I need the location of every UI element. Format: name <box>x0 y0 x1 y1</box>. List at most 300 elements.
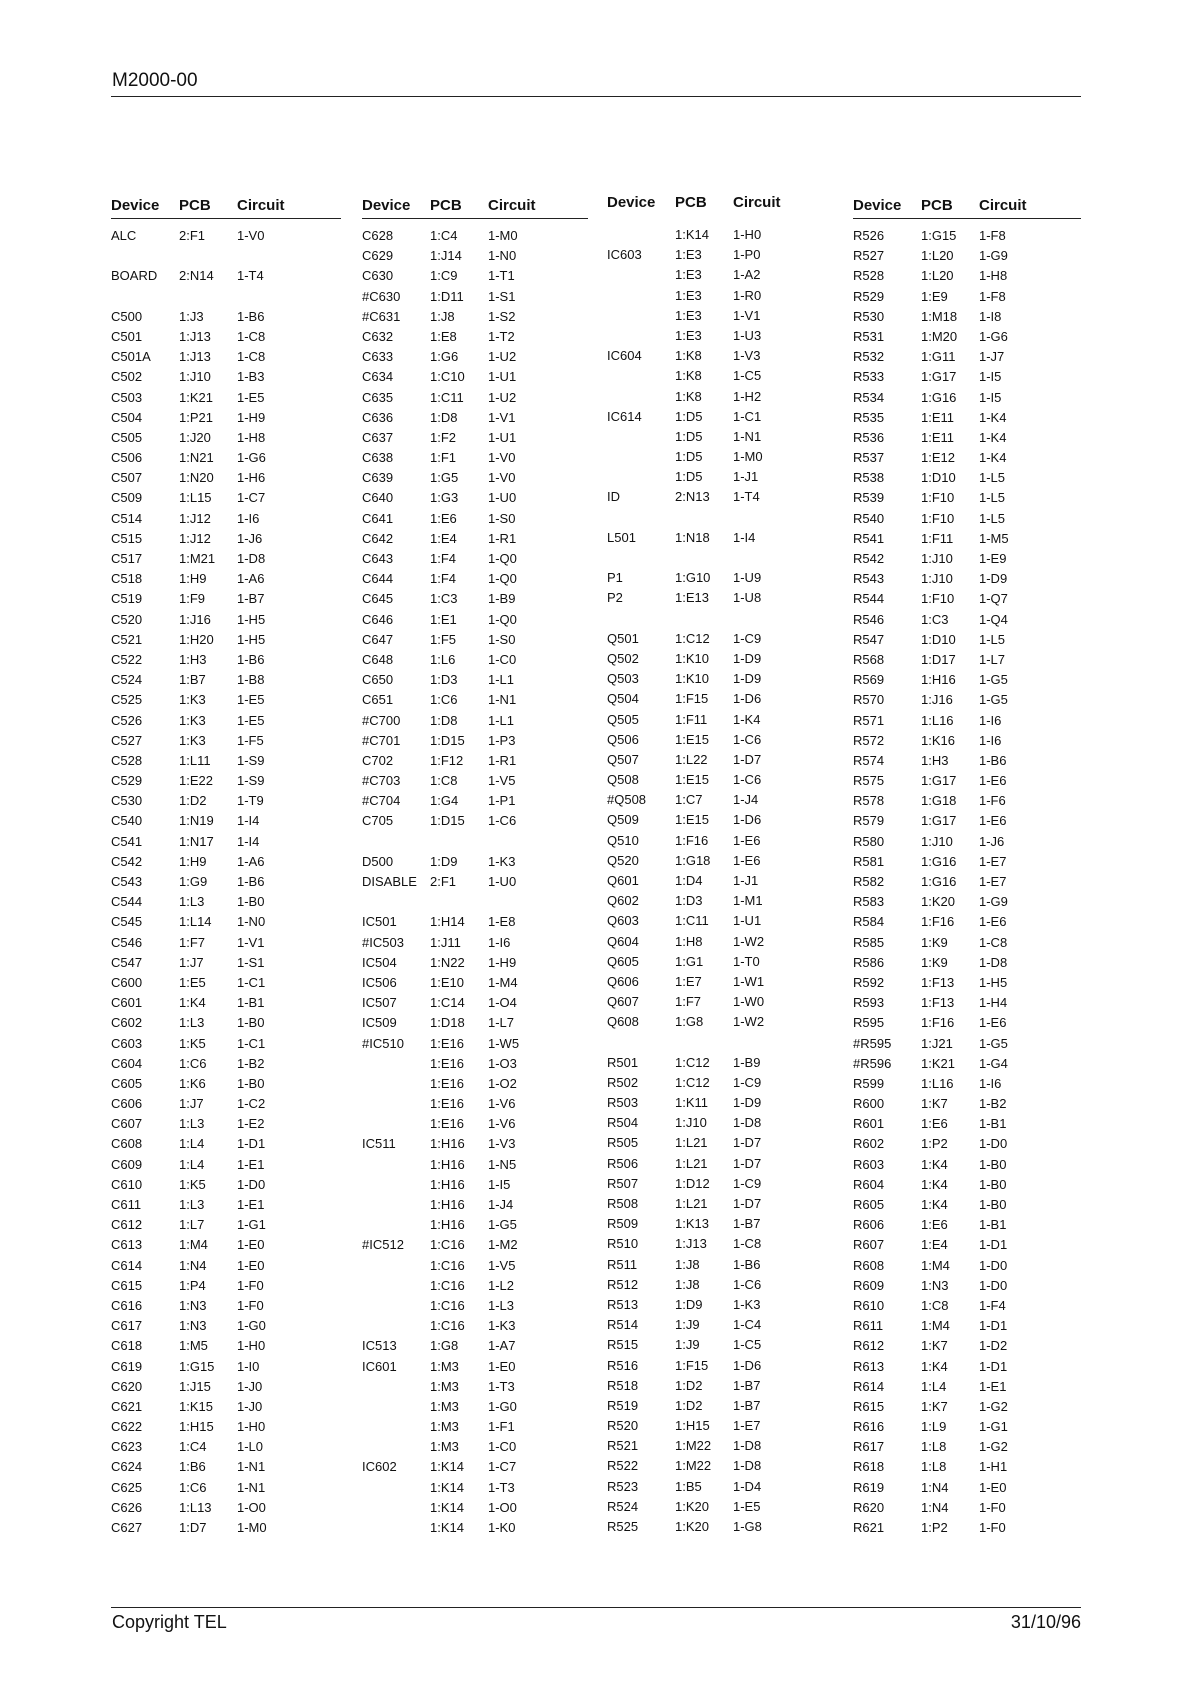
device-heading: Device <box>362 197 411 214</box>
table-row <box>111 832 341 852</box>
table-row <box>362 1235 588 1255</box>
device-cell: C650 <box>362 672 394 688</box>
pcb-cell: 1:C10 <box>430 369 465 385</box>
circuit-cell: 1-I4 <box>237 833 260 849</box>
column-rows <box>853 226 1081 1538</box>
table-row <box>607 831 832 851</box>
pcb-cell: 1:E8 <box>430 328 457 344</box>
table-row <box>853 751 1081 771</box>
table-row <box>362 650 588 670</box>
circuit-cell: 1-C8 <box>979 934 1008 950</box>
table-row <box>853 852 1081 872</box>
table-row <box>853 771 1081 791</box>
device-cell: R578 <box>853 793 885 809</box>
pcb-cell: 1:M21 <box>179 551 216 566</box>
circuit-cell: 1-G4 <box>979 1055 1008 1071</box>
circuit-cell: 1-S0 <box>488 510 516 526</box>
pcb-cell: 1:E1 <box>430 611 457 627</box>
device-cell: R569 <box>853 672 885 688</box>
table-row <box>362 529 588 549</box>
device-cell: C514 <box>111 510 143 526</box>
circuit-cell: 1-C1 <box>733 408 762 424</box>
circuit-cell: 1-K4 <box>979 409 1007 425</box>
table-row <box>607 1174 832 1194</box>
pcb-cell: 1:F1 <box>430 450 457 466</box>
device-cell: C629 <box>362 248 394 264</box>
table-row <box>607 1295 832 1315</box>
device-cell: Q603 <box>607 913 639 929</box>
circuit-cell: 1-D2 <box>979 1338 1008 1354</box>
device-cell: Q602 <box>607 893 639 909</box>
circuit-cell: 1-F5 <box>237 732 264 748</box>
table-row <box>111 1054 341 1074</box>
circuit-cell: 1-K4 <box>979 450 1007 466</box>
device-cell: C643 <box>362 551 394 566</box>
table-row <box>853 1013 1081 1033</box>
table-row <box>607 346 832 366</box>
parts-column-3 <box>607 196 832 1537</box>
circuit-cell: 1-F8 <box>979 228 1006 243</box>
device-cell: C503 <box>111 389 143 405</box>
pcb-cell: 1:H16 <box>430 1136 465 1152</box>
table-row <box>111 327 341 347</box>
table-row <box>853 1357 1081 1377</box>
pcb-cell: 1:D10 <box>921 470 956 486</box>
circuit-cell: 1-M0 <box>733 449 763 465</box>
table-row <box>111 347 341 367</box>
table-row <box>362 287 588 307</box>
circuit-cell: 1-D1 <box>979 1237 1008 1253</box>
device-cell: L501 <box>607 529 636 545</box>
circuit-cell: 1-B7 <box>733 1397 761 1413</box>
table-row <box>607 588 832 608</box>
circuit-cell: 1-B9 <box>733 1054 761 1070</box>
device-cell: C542 <box>111 853 143 869</box>
circuit-cell: 1-S9 <box>237 773 265 789</box>
circuit-cell: 1-L5 <box>979 490 1006 506</box>
circuit-cell: 1-D6 <box>733 1357 762 1373</box>
circuit-cell: 1-T3 <box>488 1479 515 1495</box>
circuit-cell: 1-W1 <box>733 973 765 989</box>
device-cell: C637 <box>362 429 394 445</box>
circuit-cell: 1-V0 <box>488 450 516 466</box>
pcb-cell: 1:F10 <box>921 510 955 526</box>
pcb-cell: 1:H8 <box>675 933 703 949</box>
circuit-cell: 1-V0 <box>237 228 265 243</box>
pcb-cell: 1:C3 <box>430 591 458 607</box>
pcb-cell: 1:D5 <box>675 449 703 465</box>
table-row <box>607 528 832 548</box>
circuit-cell: 1-I4 <box>237 813 260 829</box>
table-row <box>362 993 588 1013</box>
device-cell: C600 <box>111 974 143 990</box>
pcb-cell: 1:N3 <box>921 1277 949 1293</box>
pcb-cell: 1:E13 <box>675 590 709 606</box>
device-cell: R509 <box>607 1216 639 1232</box>
device-cell: C624 <box>111 1459 143 1475</box>
table-row <box>607 1376 832 1396</box>
circuit-cell: 1-N1 <box>733 428 762 444</box>
device-cell: R575 <box>853 773 885 789</box>
circuit-cell: 1-G5 <box>979 692 1008 708</box>
circuit-cell: 1-C9 <box>733 630 762 646</box>
circuit-cell: 1-B6 <box>237 651 265 667</box>
circuit-cell: 1-C0 <box>488 651 517 667</box>
circuit-cell: 1-O0 <box>237 1499 266 1515</box>
pcb-cell: 1:C7 <box>675 792 703 808</box>
table-row <box>362 791 588 811</box>
circuit-cell: 1-G9 <box>979 248 1008 264</box>
pcb-cell: 1:E5 <box>179 974 206 990</box>
pcb-cell: 1:D18 <box>430 1015 465 1031</box>
circuit-cell: 1-R0 <box>733 287 762 303</box>
circuit-cell: 1-D0 <box>237 1176 266 1192</box>
circuit-cell: 1-B9 <box>488 591 516 607</box>
circuit-cell: 1-G1 <box>237 1217 266 1233</box>
table-row <box>853 367 1081 387</box>
pcb-cell: 1:E9 <box>921 288 948 304</box>
circuit-cell: 1-H9 <box>237 409 266 425</box>
circuit-cell: 1-G5 <box>488 1217 517 1233</box>
table-row <box>362 1094 588 1114</box>
pcb-cell: 1:L21 <box>675 1155 708 1171</box>
device-cell: C527 <box>111 732 143 748</box>
table-row <box>607 1033 832 1053</box>
table-row <box>853 791 1081 811</box>
device-cell: C635 <box>362 389 394 405</box>
circuit-cell: 1-D0 <box>979 1257 1008 1273</box>
circuit-cell: 1-G8 <box>733 1519 762 1534</box>
pcb-cell: 1:E11 <box>921 429 955 445</box>
table-row <box>853 408 1081 428</box>
device-cell: R511 <box>607 1256 638 1272</box>
pcb-cell: 1:L11 <box>179 752 211 768</box>
circuit-cell: 1-V0 <box>488 470 516 486</box>
table-row <box>853 811 1081 831</box>
pcb-cell: 1:N22 <box>430 954 465 970</box>
circuit-cell: 1-F0 <box>979 1520 1006 1535</box>
table-row <box>607 427 832 447</box>
pcb-cell: 1:H20 <box>179 631 214 647</box>
table-row <box>607 1234 832 1254</box>
circuit-cell: 1-C0 <box>488 1439 517 1455</box>
table-row <box>111 892 341 912</box>
circuit-cell: 1-M4 <box>488 974 518 990</box>
table-row <box>362 1276 588 1296</box>
table-row <box>853 912 1081 932</box>
table-row <box>362 811 588 831</box>
pcb-cell: 1:H3 <box>179 651 207 667</box>
device-cell: R510 <box>607 1236 639 1252</box>
pcb-cell: 1:K14 <box>430 1520 464 1535</box>
device-cell: C613 <box>111 1237 143 1253</box>
pcb-cell: 1:E6 <box>430 510 457 526</box>
table-row <box>853 1215 1081 1235</box>
device-cell: Q608 <box>607 1014 639 1030</box>
circuit-cell: 1-H0 <box>237 1419 266 1435</box>
circuit-cell: 1-J1 <box>733 873 759 888</box>
pcb-cell: 1:D2 <box>675 1397 703 1413</box>
table-row <box>853 1276 1081 1296</box>
circuit-cell: 1-S1 <box>237 954 265 970</box>
device-cell: Q506 <box>607 731 639 747</box>
circuit-cell: 1-E0 <box>979 1479 1007 1495</box>
table-row <box>111 549 341 569</box>
device-cell: R602 <box>853 1136 885 1152</box>
device-cell: R603 <box>853 1156 885 1172</box>
table-row <box>607 467 832 487</box>
table-row <box>362 1175 588 1195</box>
circuit-cell: 1-O0 <box>488 1499 517 1515</box>
device-cell: R613 <box>853 1358 885 1374</box>
device-cell: R607 <box>853 1237 885 1253</box>
device-cell: R507 <box>607 1175 639 1191</box>
table-row <box>362 1054 588 1074</box>
pcb-cell: 1:M3 <box>430 1358 459 1374</box>
pcb-cell: 1:F11 <box>675 711 708 727</box>
circuit-cell: 1-U2 <box>488 389 517 405</box>
circuit-cell: 1-H5 <box>979 974 1008 990</box>
pcb-cell: 1:K21 <box>921 1055 955 1071</box>
circuit-cell: 1-E5 <box>237 692 265 708</box>
table-row <box>853 1134 1081 1154</box>
pcb-cell: 1:L14 <box>179 914 212 930</box>
device-cell: C647 <box>362 631 394 647</box>
circuit-cell: 1-F1 <box>488 1419 515 1435</box>
device-cell: C617 <box>111 1318 143 1334</box>
column-header <box>362 196 588 219</box>
pcb-cell: 1:M22 <box>675 1438 712 1454</box>
table-row <box>111 1478 341 1498</box>
pcb-cell: 1:M22 <box>675 1458 712 1474</box>
device-cell: IC501 <box>362 914 397 930</box>
table-row <box>111 1417 341 1437</box>
circuit-cell: 1-H4 <box>979 995 1008 1011</box>
circuit-cell: 1-T2 <box>488 328 515 344</box>
circuit-cell: 1-H8 <box>237 429 266 445</box>
table-row <box>607 1356 832 1376</box>
table-row <box>111 610 341 630</box>
device-cell: R513 <box>607 1296 639 1312</box>
circuit-cell: 1-E6 <box>979 914 1007 930</box>
table-row <box>853 933 1081 953</box>
table-row <box>111 1034 341 1054</box>
device-cell: C630 <box>362 268 394 284</box>
circuit-cell: 1-I6 <box>979 1075 1002 1091</box>
circuit-cell: 1-J6 <box>237 530 263 546</box>
pcb-cell: 1:J10 <box>921 571 953 587</box>
circuit-cell: 1-C1 <box>237 1035 266 1051</box>
circuit-cell: 1-L3 <box>488 1297 515 1313</box>
pcb-cell: 1:E15 <box>675 772 709 788</box>
pcb-cell: 1:F2 <box>430 429 457 445</box>
circuit-cell: 1-U1 <box>733 913 762 929</box>
pcb-cell: 1:G15 <box>179 1358 215 1374</box>
pcb-cell: 1:C12 <box>675 1074 710 1090</box>
pcb-cell: 1:J8 <box>675 1256 700 1272</box>
device-cell: C501A <box>111 349 151 365</box>
table-row <box>111 509 341 529</box>
table-row <box>111 1437 341 1457</box>
circuit-cell: 1-H6 <box>237 470 266 486</box>
device-cell: Q520 <box>607 852 639 868</box>
table-row <box>111 1155 341 1175</box>
device-cell: C605 <box>111 1075 143 1091</box>
circuit-cell: 1-D7 <box>733 1135 762 1151</box>
device-cell: C546 <box>111 934 143 950</box>
pcb-cell: 1:M18 <box>921 308 958 324</box>
circuit-cell: 1-G9 <box>979 894 1008 910</box>
table-row <box>607 669 832 689</box>
circuit-cell: 1-D7 <box>733 1196 762 1211</box>
pcb-cell: 1:G17 <box>921 773 957 789</box>
table-row <box>607 992 832 1012</box>
device-cell: C611 <box>111 1197 142 1212</box>
device-cell: C518 <box>111 571 143 587</box>
device-cell: R601 <box>853 1116 885 1132</box>
pcb-cell: 1:H16 <box>430 1176 465 1192</box>
table-row <box>362 1478 588 1498</box>
device-cell: C505 <box>111 429 143 445</box>
circuit-cell: 1-E7 <box>979 874 1007 889</box>
circuit-cell: 1-B0 <box>237 894 265 910</box>
table-row <box>853 1034 1081 1054</box>
table-row <box>607 710 832 730</box>
table-row <box>111 1397 341 1417</box>
table-row <box>111 1518 341 1538</box>
circuit-cell: 1-D8 <box>237 551 266 566</box>
pcb-cell: 1:K4 <box>179 995 206 1011</box>
device-cell: #IC512 <box>362 1237 404 1253</box>
device-cell: IC614 <box>607 408 642 424</box>
device-cell: IC509 <box>362 1015 397 1031</box>
table-row <box>111 973 341 993</box>
table-row <box>111 226 341 246</box>
device-cell: R515 <box>607 1337 639 1353</box>
pcb-cell: 1:D2 <box>179 793 207 809</box>
pcb-cell: 1:L15 <box>179 490 212 506</box>
circuit-cell: 1-M0 <box>237 1520 267 1535</box>
circuit-cell: 1-B0 <box>979 1197 1007 1212</box>
document-date: 31/10/96 <box>1010 1612 1081 1632</box>
device-cell: C522 <box>111 651 143 667</box>
circuit-cell: 1-D4 <box>733 1478 762 1494</box>
pcb-cell: 1:F13 <box>921 995 955 1011</box>
circuit-cell: 1-D6 <box>733 691 762 707</box>
pcb-cell: 1:J9 <box>675 1337 700 1353</box>
circuit-cell: 1-D9 <box>979 571 1008 587</box>
circuit-cell: 1-E5 <box>237 389 265 405</box>
circuit-cell: 1-I6 <box>979 712 1002 728</box>
device-cell: R574 <box>853 752 885 768</box>
pcb-cell: 1:E16 <box>430 1116 464 1132</box>
device-cell: C640 <box>362 490 394 506</box>
circuit-cell: 1-L1 <box>488 712 515 728</box>
circuit-cell: 1-C5 <box>733 1337 762 1353</box>
circuit-cell: 1-K3 <box>488 1318 516 1334</box>
device-cell: C607 <box>111 1116 143 1132</box>
table-row <box>362 1155 588 1175</box>
device-cell: C541 <box>111 833 143 849</box>
device-cell: R506 <box>607 1155 639 1171</box>
table-row <box>607 851 832 871</box>
table-row <box>362 1195 588 1215</box>
device-cell: C642 <box>362 530 394 546</box>
table-row <box>853 327 1081 347</box>
table-row <box>607 508 832 528</box>
device-cell: C705 <box>362 813 394 829</box>
pcb-cell: 1:F10 <box>921 490 955 506</box>
device-cell: C645 <box>362 591 394 607</box>
table-row <box>607 1154 832 1174</box>
pcb-cell: 1:D15 <box>430 813 465 829</box>
device-cell: R610 <box>853 1297 885 1313</box>
device-cell: C528 <box>111 752 143 768</box>
device-cell: Q607 <box>607 994 639 1010</box>
table-row <box>111 1498 341 1518</box>
table-row <box>853 1175 1081 1195</box>
table-row <box>607 770 832 790</box>
device-cell: R619 <box>853 1479 885 1495</box>
pcb-cell: 1:K5 <box>179 1035 206 1051</box>
circuit-cell: 1-I5 <box>979 369 1002 385</box>
circuit-cell: 1-I8 <box>979 308 1002 324</box>
circuit-cell: 1-N1 <box>237 1479 266 1495</box>
pcb-cell: 1:G1 <box>675 953 704 969</box>
circuit-cell: 1-J6 <box>979 833 1005 849</box>
device-cell: R535 <box>853 409 885 425</box>
circuit-cell: 1-L2 <box>488 1277 515 1293</box>
device-cell: R514 <box>607 1317 639 1333</box>
circuit-cell: 1-J4 <box>488 1197 514 1212</box>
circuit-cell: 1-E0 <box>237 1257 265 1273</box>
circuit-heading: Circuit <box>237 197 285 214</box>
circuit-cell: 1-U8 <box>733 590 762 606</box>
circuit-cell: 1-G5 <box>979 672 1008 688</box>
table-row <box>111 428 341 448</box>
table-row <box>607 1275 832 1295</box>
device-cell: R615 <box>853 1398 885 1414</box>
device-cell: R533 <box>853 369 885 385</box>
circuit-cell: 1-E6 <box>979 813 1007 829</box>
circuit-cell: 1-Q4 <box>979 611 1008 627</box>
circuit-cell: 1-J0 <box>237 1398 263 1414</box>
circuit-cell: 1-C7 <box>488 1459 517 1475</box>
pcb-cell: 1:N17 <box>179 833 214 849</box>
table-row <box>362 852 588 872</box>
table-row <box>607 1073 832 1093</box>
device-cell: C501 <box>111 328 143 344</box>
table-row <box>607 1214 832 1234</box>
device-cell: R519 <box>607 1397 639 1413</box>
pcb-cell: 1:K8 <box>675 368 702 384</box>
pcb-cell: 1:D3 <box>675 893 703 909</box>
footer-rule <box>111 1607 1081 1608</box>
pcb-cell: 2:F1 <box>430 874 457 889</box>
device-cell: IC602 <box>362 1459 397 1475</box>
device-cell: R516 <box>607 1357 639 1373</box>
pcb-cell: 1:E4 <box>430 530 457 546</box>
device-cell: R503 <box>607 1095 639 1111</box>
pcb-cell: 1:C11 <box>430 389 464 405</box>
table-row <box>853 1074 1081 1094</box>
circuit-cell: 1-B7 <box>237 591 265 607</box>
pcb-cell: 1:G9 <box>179 874 208 889</box>
device-cell: C651 <box>362 692 394 708</box>
table-row <box>362 912 588 932</box>
table-row <box>111 912 341 932</box>
pcb-cell: 1:L3 <box>179 1015 205 1031</box>
